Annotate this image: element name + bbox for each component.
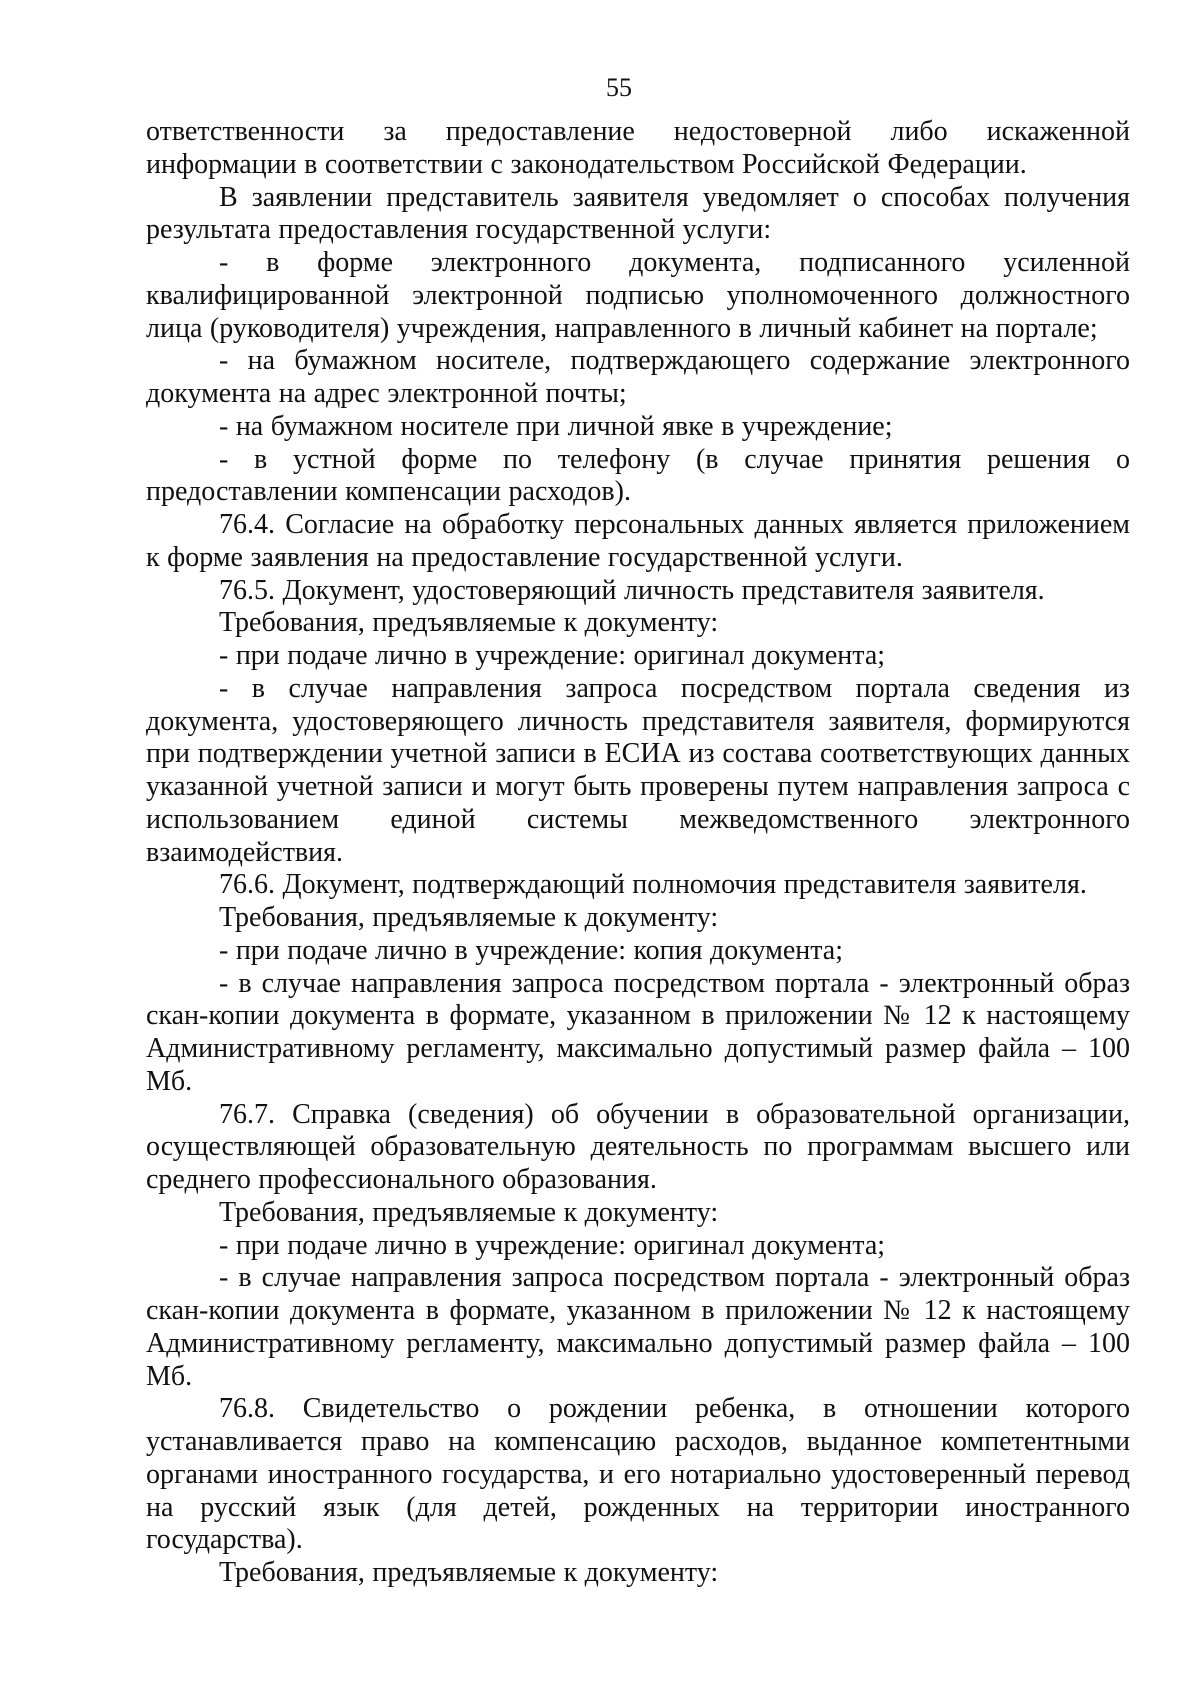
- paragraph-76-5: 76.5. Документ, удостоверяющий личность представителя заявителя.: [219, 574, 1045, 606]
- requirements-heading: Требования, предъявляемые к документу:: [219, 1196, 719, 1228]
- list-item-portal-esia: - в случае направления запроса посредством портала сведения из документа, удостоверяющего личность представителя заявителя, формируются при подтверждении учетной записи в ЕСИА из состава соответствующих данных указанной учетной записи и могут быть проверены путем направления запроса с использованием единой системы межведомственного электронного взаимодействия.: [146, 672, 1130, 868]
- paragraph-continuation: ответственности за предоставление недостоверной либо искаженной информации в соответствии с законодательством Российской Федерации.: [146, 116, 1130, 180]
- list-item-paper-personal: - на бумажном носителе при личной явке в учреждение;: [219, 410, 893, 442]
- paragraph-notification-methods: В заявлении представитель заявителя уведомляет о способах получения результата предоставления государственной услуги:: [146, 181, 1130, 246]
- requirements-heading: Требования, предъявляемые к документу:: [219, 902, 719, 933]
- paragraph-76-8: 76.8. Свидетельство о рождении ребенка, в отношении которого устанавливается право на компенсацию расходов, выданное компетентными органами иностранного государства, и его нотариально удостоверенный перевод на русский язык (для детей, рожденных на территории иностранного государства).: [146, 1393, 1130, 1556]
- list-item-in-person-original: - при подаче лично в учреждение: оригинал документа;: [219, 1229, 886, 1261]
- list-item-electronic-document: - в форме электронного документа, подписанного усиленной квалифицированной электронной подписью уполномоченного должностного лица (руководителя) учреждения, направленного в личный кабинет на портале;: [146, 247, 1130, 344]
- list-item-in-person-copy: - при подаче лично в учреждение: копия документа;: [219, 934, 844, 966]
- list-item-portal-scan: - в случае направления запроса посредством портала - электронный образ скан-копии документа в формате, указанном в приложении № 12 к настоящему Административному регламенту, максимально допустимый размер файла – 100 Мб.: [146, 1262, 1130, 1392]
- paragraph-76-6: 76.6. Документ, подтверждающий полномочия представителя заявителя.: [219, 869, 1087, 901]
- requirements-heading: Требования, предъявляемые к документу:: [219, 607, 719, 639]
- document-body: [146, 116, 1130, 1590]
- list-item-phone: - в устной форме по телефону (в случае принятия решения о предоставлении компенсации расходов).: [146, 443, 1130, 508]
- paragraph-76-7: 76.7. Справка (сведения) об обучении в образовательной организации, осуществляющей образовательную деятельность по программам высшего или среднего профессионального образования.: [146, 1098, 1130, 1195]
- list-item-in-person-original: - при подаче лично в учреждение: оригинал документа;: [219, 640, 886, 671]
- list-item-paper-email: - на бумажном носителе, подтверждающего содержание электронного документа на адрес электронной почты;: [146, 345, 1130, 409]
- list-item-portal-scan: - в случае направления запроса посредством портала - электронный образ скан-копии документа в формате, указанном в приложении № 12 к настоящему Административному регламенту, максимально допустимый размер файла – 100 Мб.: [146, 967, 1130, 1097]
- requirements-heading: Требования, предъявляемые к документу:: [219, 1557, 719, 1588]
- page-number: 55: [606, 73, 632, 102]
- paragraph-76-4: 76.4. Согласие на обработку персональных данных является приложением к форме заявления на предоставление государственной услуги.: [146, 509, 1130, 573]
